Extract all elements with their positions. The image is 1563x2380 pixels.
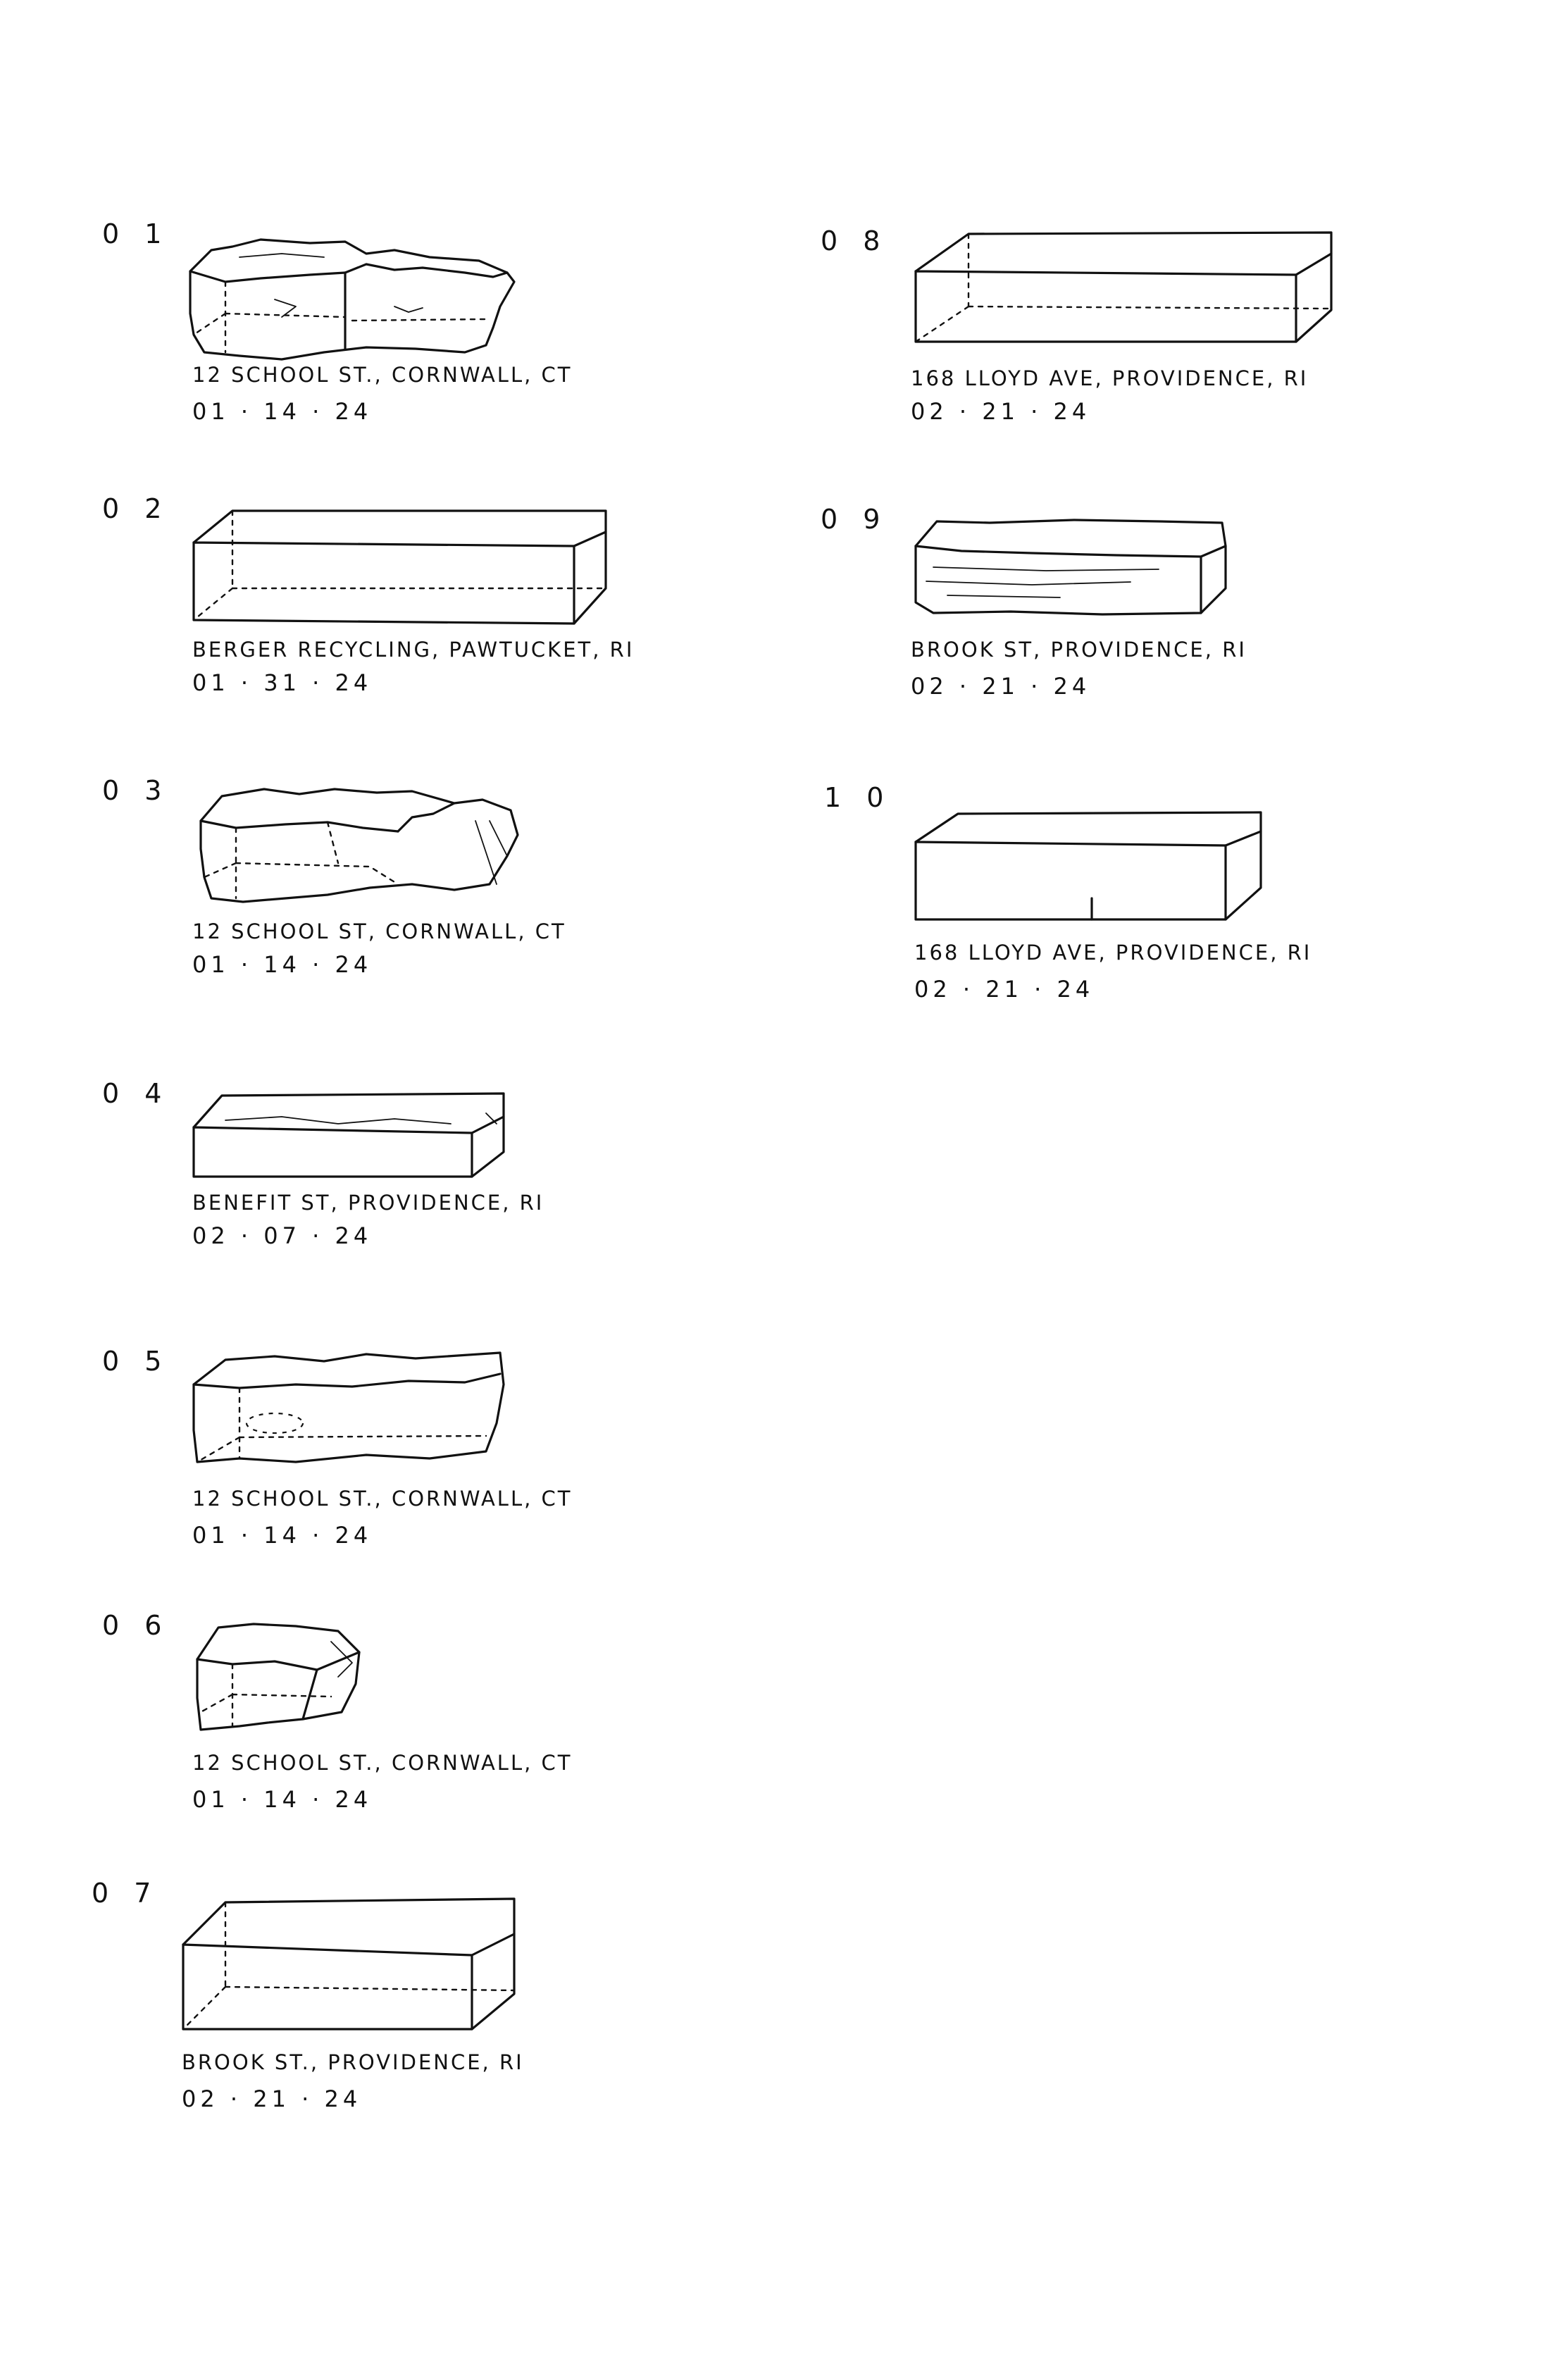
entry-06 bbox=[102, 1610, 736, 1878]
entry-01 bbox=[102, 218, 736, 486]
date-label: 02 · 21 · 24 bbox=[911, 673, 1091, 700]
date-label: 01 · 14 · 24 bbox=[192, 951, 373, 978]
location-label: 168 LLOYD AVE, PROVIDENCE, RI bbox=[914, 941, 1312, 965]
stone-sketch bbox=[187, 779, 581, 912]
entry-number: 0 4 bbox=[102, 1078, 170, 1109]
date-label: 02 · 21 · 24 bbox=[911, 398, 1091, 425]
entry-07 bbox=[92, 1878, 726, 2145]
stone-sketch bbox=[183, 229, 620, 370]
date-label: 01 · 14 · 24 bbox=[192, 398, 373, 425]
location-label: 12 SCHOOL ST, CORNWALL, CT bbox=[192, 919, 566, 943]
entry-09 bbox=[821, 504, 1455, 771]
location-label: BROOK ST, PROVIDENCE, RI bbox=[911, 638, 1247, 662]
entry-08 bbox=[821, 225, 1455, 493]
entry-number: 0 8 bbox=[821, 225, 889, 256]
location-label: BENEFIT ST, PROVIDENCE, RI bbox=[192, 1191, 544, 1215]
date-label: 02 · 21 · 24 bbox=[914, 976, 1095, 1003]
date-label: 02 · 07 · 24 bbox=[192, 1222, 373, 1249]
location-label: 12 SCHOOL ST., CORNWALL, CT bbox=[192, 1487, 573, 1511]
entry-number: 0 3 bbox=[102, 775, 170, 806]
date-label: 02 · 21 · 24 bbox=[182, 2085, 362, 2112]
entry-number: 1 0 bbox=[824, 782, 892, 813]
location-label: 12 SCHOOL ST., CORNWALL, CT bbox=[192, 1751, 573, 1775]
entry-02 bbox=[102, 493, 736, 761]
stone-sketch bbox=[905, 514, 1243, 627]
date-label: 01 · 31 · 24 bbox=[192, 669, 373, 696]
stone-sketch bbox=[183, 1346, 535, 1480]
date-label: 01 · 14 · 24 bbox=[192, 1786, 373, 1813]
entry-number: 0 1 bbox=[102, 218, 170, 249]
entry-number: 0 6 bbox=[102, 1610, 170, 1641]
stone-sketch bbox=[909, 807, 1275, 926]
location-label: 168 LLOYD AVE, PROVIDENCE, RI bbox=[911, 366, 1309, 390]
location-label: BERGER RECYCLING, PAWTUCKET, RI bbox=[192, 638, 635, 662]
stone-sketch bbox=[183, 500, 620, 634]
entry-number: 0 5 bbox=[102, 1346, 170, 1377]
entry-number: 0 2 bbox=[102, 493, 170, 524]
entry-number: 0 7 bbox=[92, 1878, 160, 1909]
date-label: 01 · 14 · 24 bbox=[192, 1522, 373, 1549]
entry-03 bbox=[102, 775, 736, 1043]
location-label: BROOK ST., PROVIDENCE, RI bbox=[182, 2050, 524, 2074]
entry-04 bbox=[102, 1078, 736, 1346]
entry-05 bbox=[102, 1346, 736, 1613]
entry-number: 0 9 bbox=[821, 504, 889, 535]
stone-sketch bbox=[183, 1085, 535, 1191]
stone-sketch bbox=[176, 1888, 528, 2036]
stone-sketch bbox=[183, 1613, 394, 1754]
entry-10 bbox=[824, 782, 1458, 1050]
location-label: 12 SCHOOL ST., CORNWALL, CT bbox=[192, 363, 573, 387]
stone-sketch bbox=[905, 225, 1342, 359]
